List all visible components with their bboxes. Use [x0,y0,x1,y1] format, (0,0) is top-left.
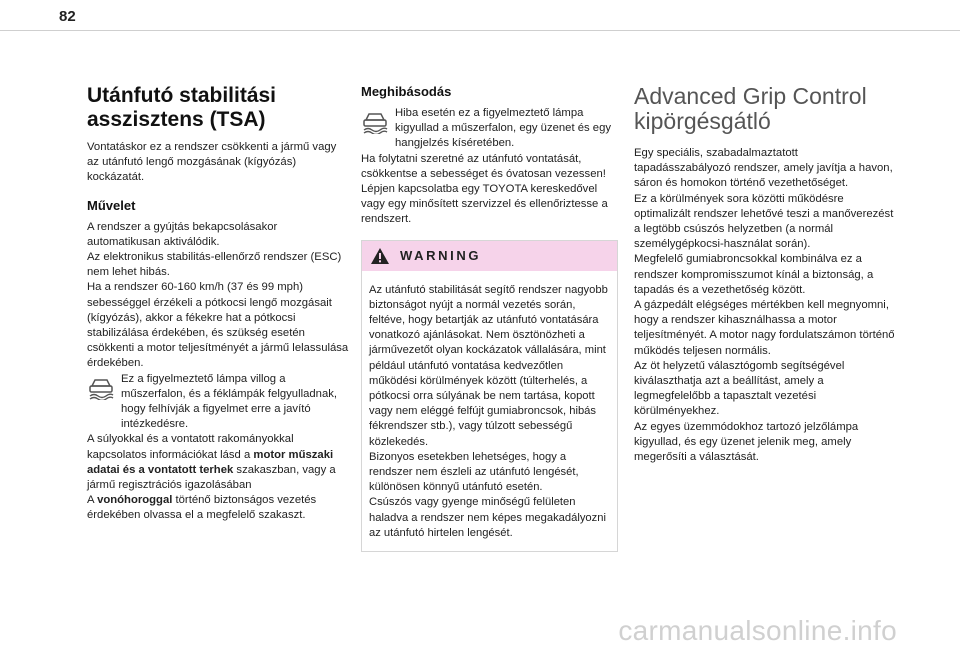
watermark: carmanualsonline.info [618,615,897,646]
page-number: 82 [59,8,76,25]
operation-line-2: Az elektronikus stabilitás-ellenőrző rendszer (ESC) nem lehet hibás. [87,251,342,279]
grip-line-5: Az öt helyzetű választógomb segítségével kiválaszthatja azt a beállítást, amely a legmegfelelőbb a tapasztalt vezetési körülményekhez. [634,359,845,418]
grip-line-6: Az egyes üzemmódokhoz tartozó jelzőlámpa kigyullad, és egy üzenet jelenik meg, amely megerősíti a választását. [634,420,859,464]
traction-warning-icon [361,108,389,134]
warning-triangle-icon [370,247,390,265]
malfunction-heading: Meghibásodás [361,84,452,99]
warning-body [362,271,617,551]
tsa-lamp-note [87,372,349,433]
operation-line-3: Ha a rendszer 60-160 km/h (37 és 99 mph) sebességgel érzékeli a pótkocsi lengő mozgásait (kígyózás), akkor a fékekre hat a pótkocsi stabilizálása érdekében, és szükség esetén csökkenti a motor teljesítményét a jármű lelassulása érdekében. [87,281,349,370]
column-grip-control [634,84,896,465]
towbar-info: A vonóhoroggal történő biztonságos vezetés érdekében olvassa el a megfelelő szakaszt. [87,494,317,522]
header-rule [0,30,960,31]
malfunction-lamp-note [361,106,618,152]
operation-line-1: A rendszer a gyújtás bekapcsolásakor automatikusan aktiválódik. [87,220,278,248]
tsa-lamp-text: Ez a figyelmeztető lámpa villog a műszerfalon, és a féklámpák felgyulladnak, hogy felhívják a figyelmet erre a javító intézkedésre. [121,372,338,431]
warning-header [362,241,617,271]
operation-heading: Művelet [87,197,136,213]
malfunction-line-2: Lépjen kapcsolatba egy TOYOTA kereskedővel vagy egy minősített szervizzel és ellenőriztesse a rendszert. [361,183,608,226]
tow-info: A súlyokkal és a vontatott rakományokkal kapcsolatos információkat lásd a motor műszaki adatai és a vontatott terhek szakaszban, vagy a jármű regisztrációs igazolásában [87,433,336,492]
tsa-intro: Vontatáskor ez a rendszer csökkenti a jármű vagy az utánfutó lengő mozgásának (kígyózás) kockázatát. [87,141,337,184]
warning-line-2: Bizonyos esetekben lehetséges, hogy a rendszer nem észleli az utánfutó lengését, különösen könnyű utánfutó esetén. [369,450,579,494]
grip-line-4: A gázpedált elégséges mértékben kell megnyomni, hogy a rendszer kihasználhassa a motor teljesítményét. A motor nagy fordulatszámon történő működés teljesen normális. [634,299,895,357]
malfunction-line-1: Ha folytatni szeretné az utánfutó vontatását, csökkentse a sebességet és óvatosan vezessen! [361,152,606,180]
grip-line-3: Megfelelő gumiabroncsokkal kombinálva ez a rendszer kompromisszumot kínál a biztonság, a tapadás és a vezethetőség között. [634,253,874,296]
warning-line-1: Az utánfutó stabilitását segítő rendszer nagyobb biztonságot nyújt a normál vezetés során, feltéve, hogy betartják az utánfutó vontatására vonatkozó ajánlásokat. Nem ösztönözheti a járművezetőt olyan kockázatok vállalására, mint például utánfutó vontatása kedvezőtlen működési körülmények között (túlterhelés, a pótkocsi orra súlyának be nem tartása, kopott vagy nem eléggé felfújt gumiabroncsok, hibás fékrendszer stb.), vagy túlzott sebességű közlekedés. [369,283,608,448]
tsa-title: Utánfutó stabilitási asszisztens (TSA) [87,84,277,131]
warning-title: WARNING [400,248,482,264]
grip-line-2: Ez a körülmények sora közötti működésre optimalizált rendszer lehetővé teszi a manőverezést a legtöbb csúszós helyzetben (a normál személygépkocsi-használat során). [634,192,894,251]
column-tsa [87,84,349,524]
warning-line-3: Csúszós vagy gyenge minőségű felületen haladva a rendszer nem képes megakadályozni az utánfutó hirtelen lengését. [369,496,606,539]
towbar-link: vonóhoroggal [97,494,173,507]
column-malfunction [361,84,618,552]
malfunction-lamp-text: Hiba esetén ez a figyelmeztető lámpa kigyullad a műszerfalon, egy üzenet és egy hangjelzés kíséretében. [395,107,612,150]
grip-control-title: Advanced Grip Control kipörgésgátló [634,83,867,134]
grip-line-1: Egy speciális, szabadalmaztatott tapadásszabályozó rendszer, amely javítja a havon, sáron és homokon történő vezethetőséget. [634,147,893,190]
traction-warning-icon [87,374,115,400]
tow-info-link: motor műszaki adatai és a vontatott terhek [87,448,334,476]
warning-box [361,240,618,552]
